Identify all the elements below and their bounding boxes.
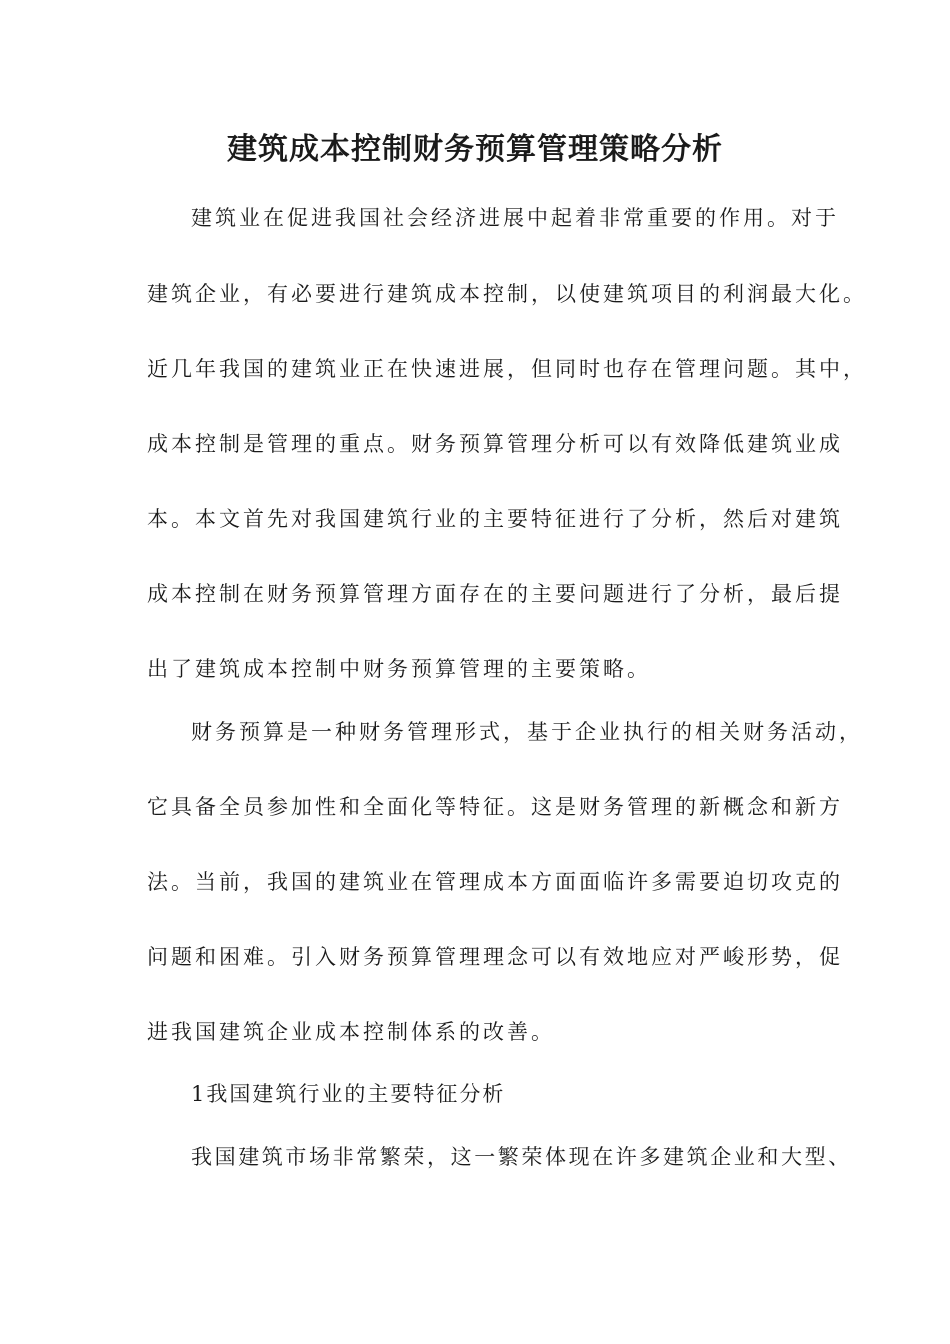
paragraph-1-line-3: 近几年我国的建筑业正在快速进展，但同时也存在管理问题。其中， <box>147 357 867 381</box>
paragraph-2-line-3: 法。当前，我国的建筑业在管理成本方面面临许多需要迫切攻克的 <box>147 870 843 894</box>
paragraph-1-line-4: 成本控制是管理的重点。财务预算管理分析可以有效降低建筑业成 <box>147 432 843 456</box>
paragraph-2-line-1: 财务预算是一种财务管理形式，基于企业执行的相关财务活动， <box>191 720 863 744</box>
paragraph-1-line-1: 建筑业在促进我国社会经济进展中起着非常重要的作用。对于 <box>191 206 839 230</box>
paragraph-1-line-5: 本。本文首先对我国建筑行业的主要特征进行了分析，然后对建筑 <box>147 507 843 531</box>
paragraph-1-line-2: 建筑企业，有必要进行建筑成本控制，以使建筑项目的利润最大化。 <box>147 282 867 306</box>
paragraph-1-line-7: 出了建筑成本控制中财务预算管理的主要策略。 <box>147 657 651 681</box>
paragraph-3-line-1: 我国建筑市场非常繁荣，这一繁荣体现在许多建筑企业和大型、 <box>191 1145 852 1169</box>
paragraph-2-line-5: 进我国建筑企业成本控制体系的改善。 <box>147 1020 555 1044</box>
paragraph-1-line-6: 成本控制在财务预算管理方面存在的主要问题进行了分析，最后提 <box>147 582 843 606</box>
paragraph-2-line-2: 它具备全员参加性和全面化等特征。这是财务管理的新概念和新方 <box>147 795 843 819</box>
paragraph-2-line-4: 问题和困难。引入财务预算管理理念可以有效地应对严峻形势，促 <box>147 945 843 969</box>
section-heading-1: 1我国建筑行业的主要特征分析 <box>191 1082 506 1106</box>
document-title: 建筑成本控制财务预算管理策略分析 <box>227 132 723 167</box>
